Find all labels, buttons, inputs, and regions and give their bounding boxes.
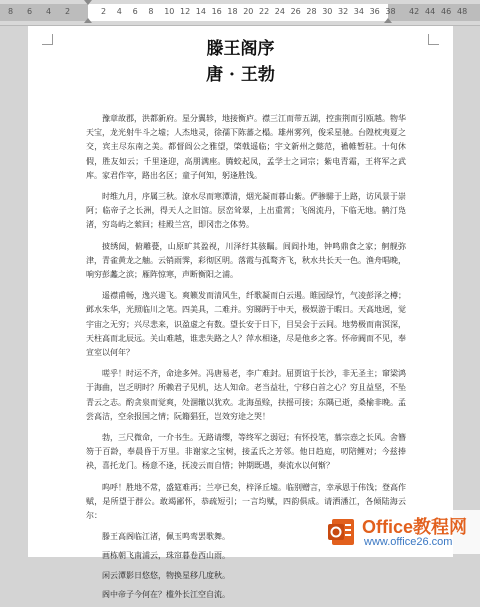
ruler-tick-label: 2 [65, 7, 71, 16]
ruler-tick-label: 20 [243, 7, 254, 16]
document-title: 滕王阁序 [206, 39, 275, 59]
watermark-title: Office教程网 [362, 517, 468, 537]
ruler-tick-label: 28 [306, 7, 317, 16]
paragraph-6: 勃，三尺微命，一介书生。无路请缨，等终军之弱冠；有怀投笔，慕宗悫之长风。舍簪笏于百龄，奉晨昏于万里。非谢家之宝树，接孟氏之芳邻。他日趋庭，叨陪鲤对；今兹捧袂，喜托龙门。杨意不逢，抚凌云而自惜；钟期既遇，奏流水以何惭？ [86, 433, 406, 471]
site-watermark [320, 510, 480, 554]
paragraph-1: 豫章故郡，洪都新府。星分翼轸，地接衡庐。襟三江而带五湖，控蛮荆而引瓯越。物华天宝，龙光射牛斗之墟；人杰地灵，徐孺下陈蕃之榻。雄州雾列，俊采星驰。台隍枕夷夏之交，宾主尽东南之美。都督阎公之雅望，棨戟遥临；宇文新州之懿范，襜帷暂驻。十旬休假，胜友如云；千里逢迎，高朋满座。腾蛟起凤，孟学士之词宗；紫电青霜，王将军之武库。家君作宰，路出名区；童子何知，躬逢胜饯。 [86, 114, 406, 180]
ruler-tick-label: 8 [8, 7, 14, 16]
right-indent-marker[interactable] [384, 18, 392, 23]
ruler-tick-label: 42 [409, 7, 420, 16]
paragraph-5: 嗟乎！时运不齐，命途多舛。冯唐易老，李广难封。屈贾谊于长沙，非无圣主；窜梁鸿于海曲，岂乏明时？所赖君子见机，达人知命。老当益壮，宁移白首之心？穷且益坚，不坠青云之志。酌贪泉而觉爽，处涸辙以犹欢。北海虽赊，扶摇可接；东隅已逝，桑榆非晚。孟尝高洁，空余报国之情；阮籍猖狂，岂效穷途之哭！ [86, 369, 406, 421]
ruler-tick-label: 4 [46, 7, 52, 16]
ruler-tick-label: 38 [385, 7, 396, 16]
poem-line-2: 画栋朝飞南浦云，珠帘暮卷西山雨。 [102, 551, 230, 561]
paragraph-4: 遥襟甫畅，逸兴遄飞。爽籁发而清风生，纤歌凝而白云遏。睢园绿竹，气凌彭泽之樽；邺水朱华，光照临川之笔。四美具，二难并。穷睇眄于中天，极娱游于暇日。天高地迥，觉宇宙之无穷；兴尽悲来，识盈虚之有数。望长安于日下，目吴会于云间。地势极而南溟深，天柱高而北辰远。关山难越，谁悲失路之人？萍水相逢，尽是他乡之客。怀帝阍而不见，奉宣室以何年？ [86, 291, 406, 358]
paragraph-2: 时维九月，序属三秋。潦水尽而寒潭清，烟光凝而暮山紫。俨骖騑于上路，访风景于崇阿；临帝子之长洲，得天人之旧馆。层峦耸翠，上出重霄；飞阁流丹，下临无地。鹤汀凫渚，穷岛屿之萦回；桂殿兰宫，即冈峦之体势。 [86, 192, 406, 230]
ruler-tick-label: 30 [322, 7, 333, 16]
horizontal-ruler[interactable] [0, 0, 480, 26]
ruler-tick-label: 18 [227, 7, 238, 16]
poem-line-3: 闲云潭影日悠悠，物换星移几度秋。 [102, 570, 230, 580]
ruler-tick-label: 22 [259, 7, 270, 16]
ruler-tick-label: 4 [116, 7, 122, 16]
ruler-tick-label: 12 [180, 7, 191, 16]
poem-line-4: 阁中帝子今何在？槛外长江空自流。 [102, 589, 230, 599]
ruler-tick-label: 16 [211, 7, 222, 16]
ruler-tick-label: 10 [164, 7, 175, 16]
document-author: 唐 · 王勃 [206, 65, 275, 85]
ruler-tick-label: 44 [425, 7, 436, 16]
document-page[interactable] [28, 26, 453, 599]
ruler-tick-label: 46 [441, 7, 452, 16]
ruler-tick-label: 6 [27, 7, 33, 16]
left-indent-marker[interactable] [84, 18, 92, 23]
ruler-tick-label: 24 [274, 7, 285, 16]
office-logo-icon [326, 515, 360, 549]
ruler-tick-label: 8 [148, 7, 154, 16]
watermark-url: www.office26.com [364, 536, 453, 548]
ruler-tick-label: 32 [338, 7, 349, 16]
paragraph-7: 呜呼！胜地不常，盛筵难再；兰亭已矣，梓泽丘墟。临别赠言，幸承恩于伟饯；登高作赋，是所望于群公。敢竭鄙怀，恭疏短引；一言均赋，四韵俱成。请洒潘江，各倾陆海云尔： [86, 482, 406, 521]
ruler-tick-label: 6 [132, 7, 138, 16]
ruler-tick-label: 48 [457, 7, 468, 16]
ruler-tick-label: 26 [290, 7, 301, 16]
ruler-tick-label: 34 [353, 7, 364, 16]
first-line-indent-marker[interactable] [84, 0, 92, 5]
poem-line-1: 滕王高阁临江渚，佩玉鸣鸾罢歌舞。 [102, 532, 230, 542]
ruler-tick-label: 14 [195, 7, 206, 16]
ruler-tick-label: 2 [101, 7, 107, 16]
ruler-tick-label: 36 [369, 7, 380, 16]
paragraph-3: 披绣闼，俯雕甍，山原旷其盈视，川泽纡其骇瞩。闾阎扑地，钟鸣鼎食之家；舸舰弥津，青雀黄龙之舳。云销雨霁，彩彻区明。落霞与孤鹜齐飞，秋水共长天一色。渔舟唱晚，响穷彭蠡之滨；雁阵惊寒，声断衡阳之浦。 [86, 241, 406, 280]
